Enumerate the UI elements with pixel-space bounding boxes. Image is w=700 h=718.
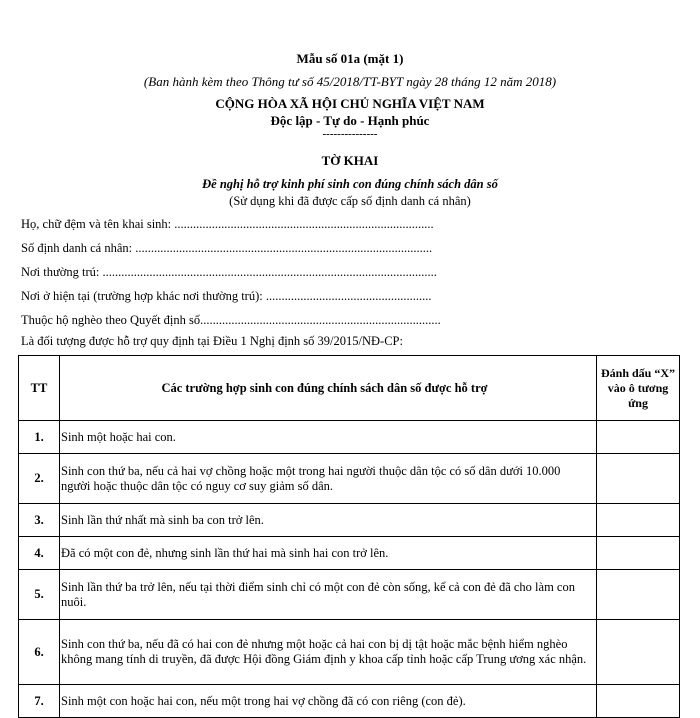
- mark-cell[interactable]: [597, 504, 680, 537]
- case-description: Sinh lần thứ ba trở lên, nếu tại thời điểm sinh chỉ có một con đẻ còn sống, kể cả con đẻ đã cho làm con nuôi.: [60, 570, 597, 620]
- mark-cell[interactable]: [597, 454, 680, 504]
- table-row: [19, 454, 680, 504]
- table-row: [19, 620, 680, 685]
- case-description: Đã có một con đẻ, nhưng sinh lần thứ hai mà sinh hai con trở lên.: [60, 537, 597, 570]
- mark-cell[interactable]: [597, 537, 680, 570]
- mark-cell[interactable]: [597, 620, 680, 685]
- mark-cell[interactable]: [597, 421, 680, 454]
- nation-title: CỘNG HÒA XÃ HỘI CHỦ NGHĨA VIỆT NAM: [215, 96, 485, 111]
- full-name-field[interactable]: Họ, chữ đệm và tên khai sinh: ...................................................................................: [21, 217, 434, 231]
- case-description: Sinh một con hoặc hai con, nếu một trong hai vợ chồng đã có con riêng (con đẻ).: [60, 685, 597, 718]
- table-row: [19, 504, 680, 537]
- row-number: 1.: [19, 421, 60, 454]
- table-header-row: [19, 356, 680, 421]
- column-header-mark: Đánh dấu “X” vào ô tương ứng: [597, 356, 680, 421]
- table-row: [19, 537, 680, 570]
- row-number: 5.: [19, 570, 60, 620]
- row-number: 2.: [19, 454, 60, 504]
- case-description: Sinh lần thứ nhất mà sinh ba con trở lên.: [60, 504, 597, 537]
- document-subtitle: Đề nghị hỗ trợ kinh phí sinh con đúng chính sách dân số: [202, 177, 498, 191]
- case-description: Sinh con thứ ba, nếu đã có hai con đẻ nhưng một hoặc cả hai con bị dị tật hoặc mắc bệnh hiểm nghèo không mang tính di truyền, đã được Hội đồng Giám định y khoa cấp tỉnh hoặc cấp Trung ương xác nhận.: [60, 620, 597, 685]
- support-cases-table: [18, 355, 680, 718]
- case-description: Sinh con thứ ba, nếu cả hai vợ chồng hoặc một trong hai người thuộc dân tộc có số dân dưới 10.000 người hoặc thuộc dân tộc có nguy cơ suy giảm số dân.: [60, 454, 597, 504]
- column-header-tt: TT: [19, 356, 60, 421]
- mark-cell[interactable]: [597, 570, 680, 620]
- table-row: [19, 570, 680, 620]
- eligibility-statement: Là đối tượng được hỗ trợ quy định tại Điều 1 Nghị định số 39/2015/NĐ-CP:: [21, 334, 403, 348]
- row-number: 7.: [19, 685, 60, 718]
- document-title: TỜ KHAI: [321, 153, 379, 168]
- poor-household-decision-field[interactable]: Thuộc hộ nghèo theo Quyết định số.............................................................................: [21, 313, 441, 327]
- table-row: [19, 685, 680, 718]
- form-number: Mẫu số 01a (mặt 1): [296, 51, 404, 66]
- row-number: 6.: [19, 620, 60, 685]
- document-note: (Sử dụng khi đã được cấp số định danh cá nhân): [229, 194, 471, 208]
- header-separator: ---------------: [322, 128, 378, 140]
- current-residence-field[interactable]: Nơi ở hiện tại (trường hợp khác nơi thường trú): .....................................................: [21, 289, 432, 303]
- row-number: 4.: [19, 537, 60, 570]
- table-row: [19, 421, 680, 454]
- issuing-circular: (Ban hành kèm theo Thông tư số 45/2018/TT-BYT ngày 28 tháng 12 năm 2018): [143, 74, 557, 89]
- case-description: Sinh một hoặc hai con.: [60, 421, 597, 454]
- permanent-residence-field[interactable]: Nơi thường trú: ...........................................................................................................: [21, 265, 437, 279]
- column-header-case: Các trường hợp sinh con đúng chính sách dân số được hỗ trợ: [60, 356, 597, 421]
- mark-cell[interactable]: [597, 685, 680, 718]
- row-number: 3.: [19, 504, 60, 537]
- national-motto: Độc lập - Tự do - Hạnh phúc: [270, 113, 430, 128]
- personal-id-field[interactable]: Số định danh cá nhân: ...............................................................................................: [21, 241, 433, 255]
